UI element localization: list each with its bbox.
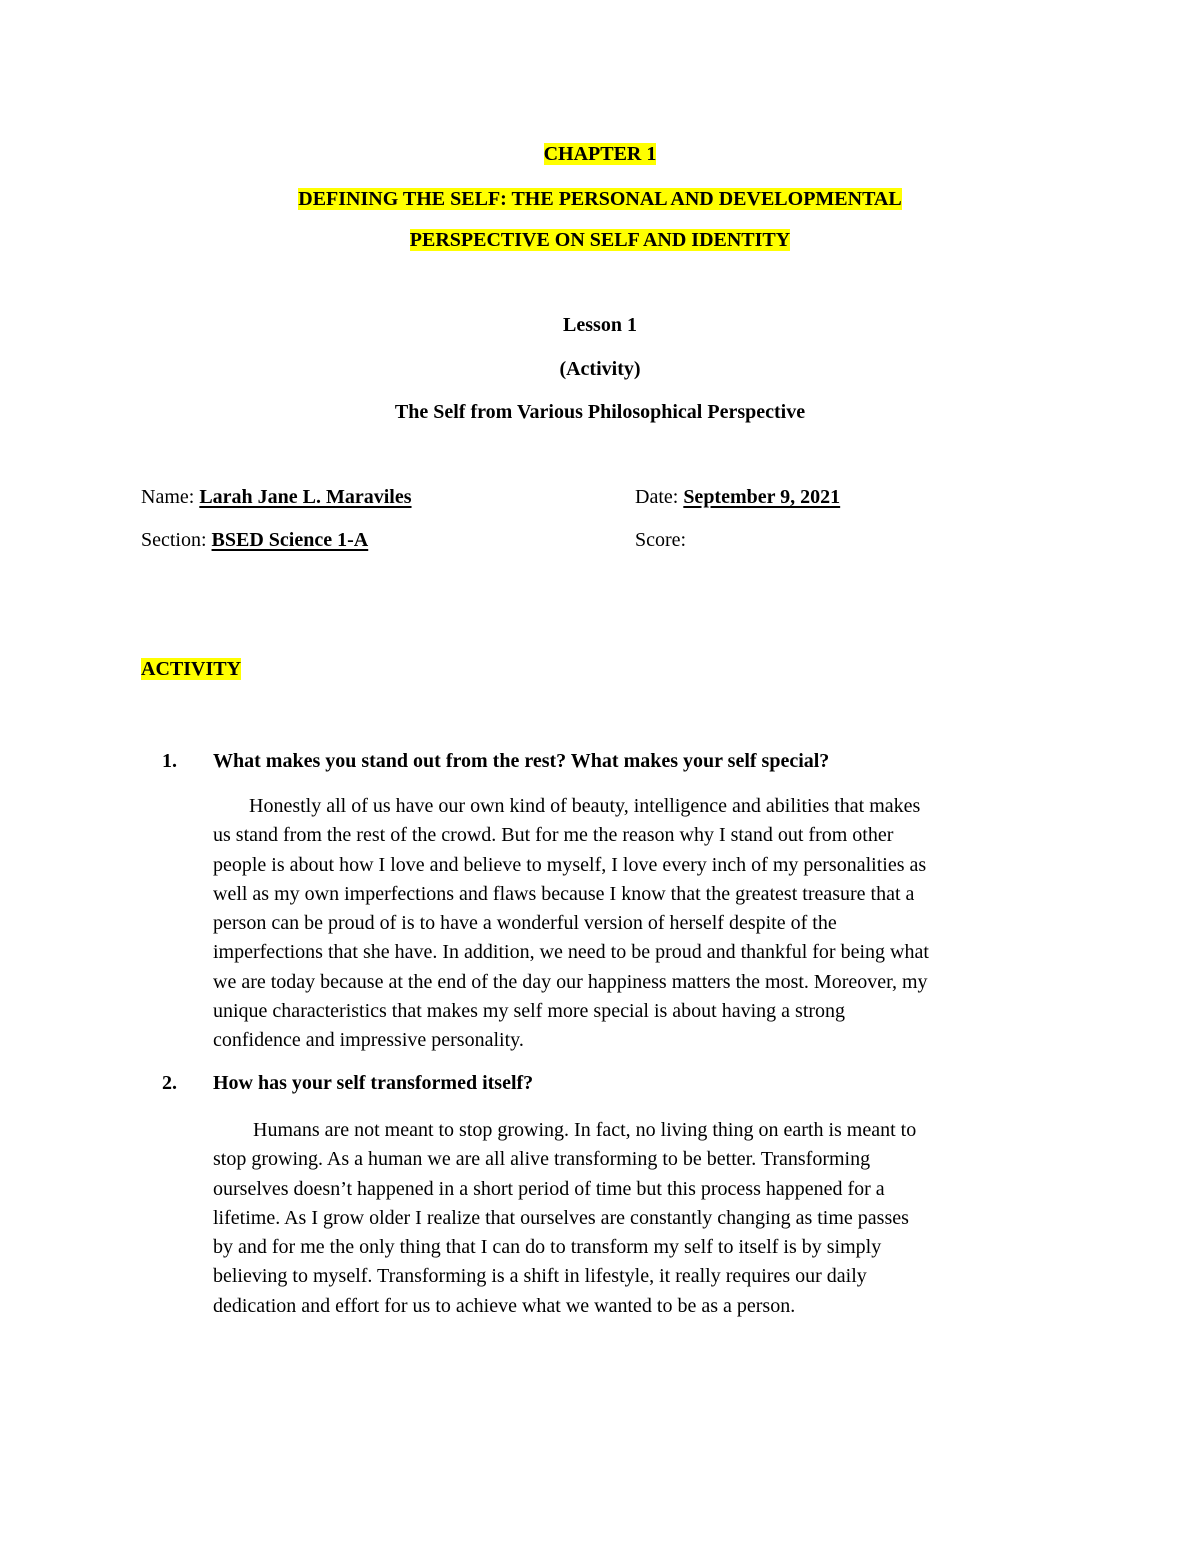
name-label: Name: bbox=[141, 486, 195, 508]
lesson-subtitle: The Self from Various Philosophical Perspective bbox=[394, 401, 806, 423]
name-value: Larah Jane L. Maraviles bbox=[199, 486, 412, 508]
answer-line: imperfections that she have. In addition, we need to be proud and thankful for being what bbox=[213, 941, 929, 964]
question-text: How has your self transformed itself? bbox=[213, 1072, 534, 1094]
question-number: 1. bbox=[162, 750, 177, 772]
score-label: Score: bbox=[635, 529, 687, 551]
activity-type-label: (Activity) bbox=[559, 358, 641, 380]
date-label: Date: bbox=[635, 486, 679, 508]
chapter-label: CHAPTER 1 bbox=[543, 143, 657, 165]
answer-line: by and for me the only thing that I can do to transform my self to itself is by simply bbox=[213, 1236, 882, 1259]
section-value: BSED Science 1-A bbox=[211, 529, 369, 551]
answer-paragraph bbox=[213, 1116, 1063, 1321]
answer-line: unique characteristics that makes my self more special is about having a strong bbox=[213, 1000, 846, 1023]
section-row bbox=[141, 529, 378, 552]
answer-line: Honestly all of us have our own kind of beauty, intelligence and abilities that makes bbox=[249, 795, 921, 817]
activity-heading-text: ACTIVITY bbox=[141, 658, 242, 680]
chapter-title-line-2 bbox=[0, 229, 1200, 252]
answer-line: well as my own imperfections and flaws because I know that the greatest treasure that a bbox=[213, 882, 915, 905]
answer-line: believing to myself. Transforming is a shift in lifestyle, it really requires our daily bbox=[213, 1265, 867, 1288]
answer-line: us stand from the rest of the crowd. But for me the reason why I stand out from other bbox=[213, 824, 894, 847]
answer-line: Humans are not meant to stop growing. In fact, no living thing on earth is meant to bbox=[253, 1119, 917, 1141]
date-value: September 9, 2021 bbox=[683, 486, 841, 508]
section-label: Section: bbox=[141, 529, 207, 551]
answer-line: ourselves doesn’t happened in a short period of time but this process happened for a bbox=[213, 1177, 885, 1200]
question-text: What makes you stand out from the rest? What makes your self special? bbox=[213, 750, 830, 772]
chapter-title-text-2: PERSPECTIVE ON SELF AND IDENTITY bbox=[409, 229, 791, 251]
answer-line: stop growing. As a human we are all alive transforming to be better. Transforming bbox=[213, 1148, 871, 1171]
date-row bbox=[635, 486, 840, 509]
answer-line: lifetime. As I grow older I realize that ourselves are constantly changing as time passes bbox=[213, 1206, 909, 1229]
answer-line: confidence and impressive personality. bbox=[213, 1029, 524, 1052]
activity-heading bbox=[141, 658, 241, 681]
question-number: 2. bbox=[162, 1072, 177, 1094]
score-row bbox=[635, 529, 686, 552]
answer-paragraph bbox=[213, 792, 1063, 1056]
chapter-title-text-1: DEFINING THE SELF: THE PERSONAL AND DEVELOPMENTAL bbox=[298, 188, 902, 210]
answer-line: dedication and effort for us to achieve what we wanted to be as a person. bbox=[213, 1294, 796, 1317]
answer-line: people is about how I love and believe to myself, I love every inch of my personalities as bbox=[213, 853, 927, 876]
chapter-heading bbox=[0, 143, 1200, 166]
answer-line: person can be proud of is to have a wonderful version of herself despite of the bbox=[213, 912, 837, 935]
lesson-label: Lesson 1 bbox=[563, 314, 637, 336]
answer-line: we are today because at the end of the day our happiness matters the most. Moreover, my bbox=[213, 970, 928, 993]
name-row bbox=[141, 486, 412, 509]
chapter-title-line-1 bbox=[0, 188, 1200, 211]
